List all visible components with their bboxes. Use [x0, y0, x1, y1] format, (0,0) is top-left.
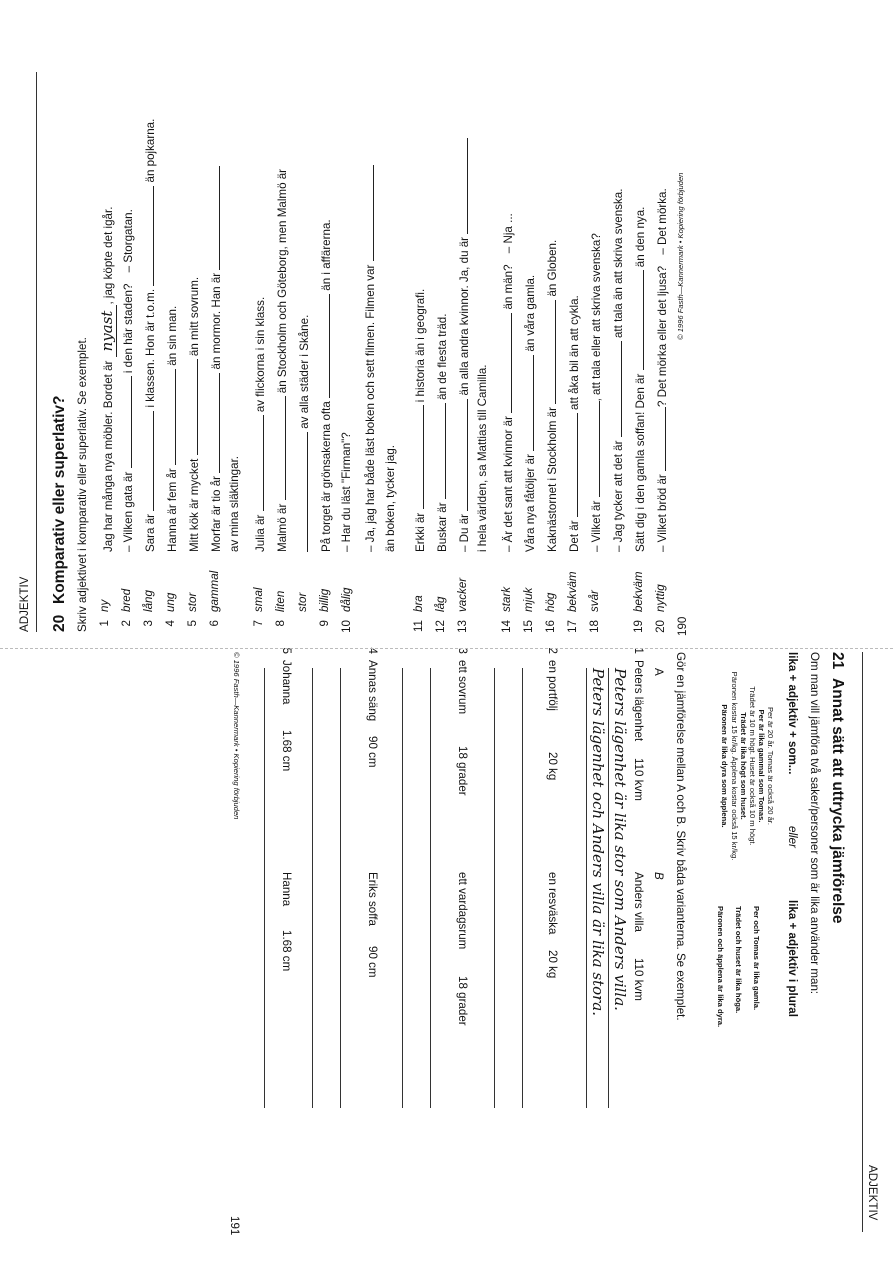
example-line: Päronen kostar 15 kr/kg. Äpplena kostar också 15 kr/kg. — [729, 671, 739, 861]
page-number: 191 — [228, 1216, 241, 1236]
page-191 — [0, 640, 893, 1263]
item-adjective: mjuk — [522, 587, 535, 612]
item-number: 16 — [544, 620, 557, 633]
item-number: 8 — [274, 620, 287, 627]
column-a-label: A — [652, 668, 665, 676]
example-line: Per är 20 år. Tomas är också 20 år. — [766, 706, 775, 826]
sentence-text: – Vilken gata är — [122, 471, 135, 552]
sentence-text: att tala än att skriva svenska. — [612, 188, 625, 339]
sentence-text: av alla städer i Skåne. — [298, 314, 311, 429]
item-adjective: dålig — [340, 587, 353, 612]
exercise-instruction: Skriv adjektivet i komparativ eller superlativ. Se exemplet. — [76, 337, 89, 632]
answer-blank[interactable] — [588, 401, 600, 497]
item-8-continuation — [296, 315, 312, 552]
sentence-text: än mormor. Han är — [210, 272, 223, 370]
task-number: 3 — [456, 647, 469, 654]
task-a-value: 1.68 cm — [280, 730, 293, 772]
task-instruction: Gör en jämförelse mellan A och B. Skriv båda varianterna. Se exemplet. — [674, 652, 687, 1021]
item-adjective: nyttig — [654, 584, 667, 612]
answer-line[interactable] — [402, 668, 403, 1108]
task-a: en portfölj — [546, 660, 559, 711]
task-a-value: 90 cm — [366, 736, 379, 768]
sentence-text: Kaknästornet i Stockholm är — [546, 407, 559, 552]
item-adjective: gammal — [208, 570, 221, 612]
sentence-text: – Vilket är — [590, 500, 603, 552]
exercise-title: Annat sätt att uttrycka jämförelse — [829, 678, 846, 924]
item-6-continuation: av mina släktingar. — [228, 455, 241, 552]
example-line: Per är lika gammal som Tomas. — [756, 709, 766, 823]
answer-blank[interactable] — [208, 373, 220, 473]
answer-line[interactable] — [312, 668, 313, 1108]
sentence-text: , att tala eller att skriva svenska? — [590, 233, 603, 402]
item-number: 10 — [340, 620, 353, 633]
example-line: Trädet är lika högt som huset. — [738, 712, 748, 820]
task-b-value: 90 cm — [366, 946, 379, 978]
item-number: 18 — [588, 620, 601, 633]
answer-blank[interactable] — [456, 399, 468, 511]
sentence-text: Morfar är tio år — [210, 475, 223, 552]
sentence-text: , jag köpte det igår. — [102, 206, 115, 305]
example-line: Per och Tomas är lika gamla. — [752, 906, 761, 1011]
column-b-label: B — [652, 872, 665, 880]
sentence-text: än alla andra kvinnor. Ja, du är — [458, 236, 471, 396]
item-4-sentence — [164, 306, 180, 552]
exercise-number: 20 — [51, 614, 68, 632]
example-line: Päronen är lika dyra som äpplena. — [720, 704, 730, 828]
task-b-value: 18 grader — [456, 976, 469, 1026]
copyright-notice: © 1996 Fasth—Kannermark • Kopiering förbjuden — [232, 652, 241, 820]
item-adjective: bra — [412, 595, 425, 612]
task-number: 1 — [632, 647, 645, 654]
page-fold-line — [0, 648, 893, 649]
item-5-sentence — [186, 277, 202, 552]
item-18-answer — [610, 189, 626, 552]
item-7-sentence — [252, 297, 268, 552]
answer-line[interactable] — [264, 668, 265, 1108]
item-number: 20 — [654, 620, 667, 633]
answer-blank[interactable] — [120, 376, 132, 468]
sentence-text: än våra gamla. — [524, 274, 537, 352]
item-number: 6 — [208, 620, 221, 627]
sentence-text: av flickorna i sin klass. — [254, 296, 267, 413]
item-adjective: billig — [318, 588, 331, 612]
task-b: en resväska — [546, 872, 559, 935]
pattern-left: lika + adjektiv + som... — [786, 652, 799, 775]
item-number: 9 — [318, 620, 331, 627]
item-20-sentence — [654, 188, 670, 552]
task-number: 5 — [280, 647, 293, 654]
task-b-value: 20 kg — [546, 950, 559, 979]
item-number: 3 — [142, 620, 155, 627]
sentence-text: än den nya. — [634, 206, 647, 268]
pattern-right: lika + adjektiv i plural — [786, 900, 799, 1017]
item-number: 4 — [164, 620, 177, 627]
answer-blank[interactable] — [318, 294, 330, 398]
answer-line[interactable] — [494, 668, 495, 1108]
item-number: 19 — [632, 620, 645, 633]
example-line: Trädet och huset är lika höga. — [733, 906, 743, 1014]
task-b: ett vardagsrum — [456, 872, 469, 950]
answer-line[interactable] — [608, 668, 609, 1108]
answer-line[interactable] — [522, 668, 523, 1108]
sentence-text: – Du är — [458, 513, 471, 552]
item-adjective: stor — [186, 592, 199, 612]
item-number: 11 — [412, 620, 425, 633]
item-10-answer — [362, 165, 378, 552]
sentence-text: Buskar är — [436, 502, 449, 552]
item-6-sentence — [208, 166, 224, 552]
sentence-text: – Ja, jag har både läst boken och sett filmen. Filmen var — [364, 264, 377, 552]
sentence-text: än i affärerna. — [320, 219, 333, 291]
answer-blank[interactable] — [610, 341, 622, 437]
answer-line[interactable] — [586, 668, 587, 1108]
copyright-notice: © 1996 Fasth—Kannermark • Kopiering förbjuden — [676, 172, 685, 340]
sentence-text: Malmö är — [276, 503, 289, 552]
task-a: Johanna — [280, 660, 293, 705]
item-adjective: svår — [588, 590, 601, 612]
task-number: 2 — [546, 647, 559, 654]
sentence-text: Hanna är fem år — [166, 468, 179, 552]
task-b-value: 110 kvm — [632, 958, 645, 1001]
sentence-text: Våra nya fåtöljer är — [524, 454, 537, 552]
item-2-sentence — [120, 209, 136, 552]
sentence-text: Mitt kök är mycket — [188, 458, 201, 552]
item-12-sentence — [434, 314, 450, 552]
sentence-text: än Globen. — [546, 239, 559, 297]
sentence-text: än Stockholm och Göteborg, men Malmö är — [276, 168, 289, 394]
sentence-text: än sin man. — [166, 305, 179, 366]
item-15-sentence — [522, 275, 538, 552]
header-rule — [862, 652, 863, 1232]
exercise-intro: Om man vill jämföra två saker/personer som är lika använder man: — [808, 652, 821, 995]
item-18-question — [588, 233, 604, 552]
example-answer: nyast — [98, 305, 117, 358]
item-number: 5 — [186, 620, 199, 627]
sentence-text: – Vilket bröd är — [656, 474, 669, 552]
item-14-sentence — [500, 213, 516, 552]
item-adjective: lång — [142, 590, 155, 612]
item-adjective: vacker — [456, 577, 469, 612]
exercise-title: Komparativ eller superlativ? — [51, 395, 68, 604]
sentence-text: Jag har många nya möbler. Bordet är — [102, 360, 115, 552]
item-3-sentence — [142, 119, 158, 552]
sentence-text: i klassen. Hon är t.o.m. — [144, 288, 157, 408]
sentence-text: Julia är — [254, 514, 267, 552]
item-number: 12 — [434, 620, 447, 633]
answer-blank[interactable] — [654, 407, 666, 471]
handwritten-answer-1: Peters lägenhet är lika stor som Anders villa. — [611, 668, 629, 1011]
answer-blank[interactable] — [566, 413, 578, 517]
sentence-text: På torget är grönsakerna ofta — [320, 401, 333, 552]
page-number: 190 — [676, 616, 689, 636]
answer-blank[interactable] — [252, 415, 264, 511]
item-adjective: bred — [120, 588, 133, 612]
answer-blank[interactable] — [434, 403, 446, 499]
examples-left — [720, 652, 775, 880]
sentence-text: än pojkarna. — [144, 118, 157, 183]
exercise-number: 21 — [829, 652, 846, 670]
task-number: 4 — [366, 647, 379, 654]
item-number: 7 — [252, 620, 265, 627]
answer-line[interactable] — [430, 668, 431, 1108]
answer-blank[interactable] — [362, 165, 374, 261]
item-adjective: ung — [164, 592, 177, 612]
sentence-text: – Nja ... — [502, 213, 515, 254]
item-19-sentence — [632, 207, 648, 552]
item-10-continuation: än boken, tycker jag. — [384, 445, 397, 552]
item-adjective: hög — [544, 592, 557, 612]
item-adjective: ny — [98, 599, 111, 612]
answer-blank[interactable] — [186, 359, 198, 455]
sentence-text: än mitt sovrum. — [188, 276, 201, 357]
sentence-text: Sätt dig i den gamla soffan! Den är — [634, 373, 647, 552]
answer-blank[interactable] — [632, 270, 644, 370]
task-a-value: 20 kg — [546, 752, 559, 781]
answer-blank[interactable] — [274, 396, 286, 500]
item-adjective: smal — [252, 587, 265, 612]
answer-blank[interactable] — [208, 166, 220, 270]
answer-blank[interactable] — [456, 138, 468, 234]
item-adjective: låg — [434, 596, 447, 612]
sentence-text: Erkki är — [414, 512, 427, 552]
sentence-text: än män? — [502, 264, 515, 310]
running-header: ADJEKTIV — [866, 1165, 879, 1221]
answer-blank[interactable] — [522, 355, 534, 451]
handwritten-answer-2: Peters lägenhet och Anders villa är lika stora. — [589, 668, 607, 1017]
example-line: Päronen och äpplena är lika dyra. — [715, 906, 725, 1028]
task-a: ett sovrum — [456, 660, 469, 715]
item-adjective: liten — [274, 590, 287, 612]
header-rule — [36, 72, 37, 632]
sentence-text: – Storgatan. — [122, 209, 135, 273]
sentence-text: i den här staden? — [122, 283, 135, 374]
item-number: 2 — [120, 620, 133, 627]
running-header: ADJEKTIV — [18, 576, 31, 632]
sentence-text: att åka bil än att cykla. — [568, 295, 581, 410]
answer-blank[interactable] — [500, 313, 512, 413]
sentence-text: – Är det sant att kvinnor är — [502, 416, 515, 552]
answer-blank[interactable] — [544, 300, 556, 404]
item-13-continuation: i hela världen, sa Mattias till Camilla. — [476, 364, 489, 552]
task-b: Hanna — [280, 872, 293, 907]
item-17-sentence — [566, 295, 582, 552]
sentence-text: – Jag tycker att det är — [612, 440, 625, 552]
sentence-text: än de flesta träd. — [436, 313, 449, 400]
item-10-question: – Har du läst "Firman"? — [340, 432, 353, 552]
task-b: Eriks soffa — [366, 872, 379, 926]
sentence-text: – Det mörka. — [656, 188, 669, 255]
item-13-sentence — [456, 138, 472, 552]
item-number: 15 — [522, 620, 535, 633]
example-line: Trädet är 10 m högt. Huset är också 10 m högt. — [747, 686, 757, 846]
answer-blank[interactable] — [296, 432, 308, 552]
item-number: 14 — [500, 620, 513, 633]
task-a-value: 110 kvm — [632, 758, 645, 801]
item-number: 17 — [566, 620, 579, 633]
item-adjective: bekväm — [566, 571, 579, 612]
answer-blank[interactable] — [412, 405, 424, 509]
item-16-sentence — [544, 240, 560, 552]
answer-blank[interactable] — [142, 411, 154, 511]
item-number: 13 — [456, 620, 469, 633]
task-a-value: 18 grader — [456, 746, 469, 796]
item-9-sentence — [318, 219, 334, 552]
task-b: Anders villa — [632, 872, 645, 932]
task-a: Annas säng — [366, 660, 379, 722]
item-1-sentence — [98, 207, 117, 552]
sentence-text: ? Det mörka eller det ljusa? — [656, 265, 669, 407]
item-adjective: stark — [500, 586, 513, 612]
sentence-text: Sara är — [144, 513, 157, 552]
answer-blank[interactable] — [164, 369, 176, 465]
task-b-value: 1.68 cm — [280, 930, 293, 972]
item-8-sentence — [274, 169, 290, 552]
task-a: Peters lägenhet — [632, 660, 645, 742]
sentence-text: i historia än i geografi. — [414, 288, 427, 403]
item-11-sentence — [412, 289, 428, 552]
sentence-text: Det är — [568, 520, 581, 552]
item-adjective: bekväm — [632, 571, 645, 612]
pattern-or: eller — [786, 826, 799, 848]
answer-blank[interactable] — [142, 186, 154, 286]
item-number: 1 — [98, 620, 111, 627]
item-adjective: stor — [296, 592, 309, 612]
answer-line[interactable] — [340, 668, 341, 1108]
examples-right — [710, 906, 765, 1027]
